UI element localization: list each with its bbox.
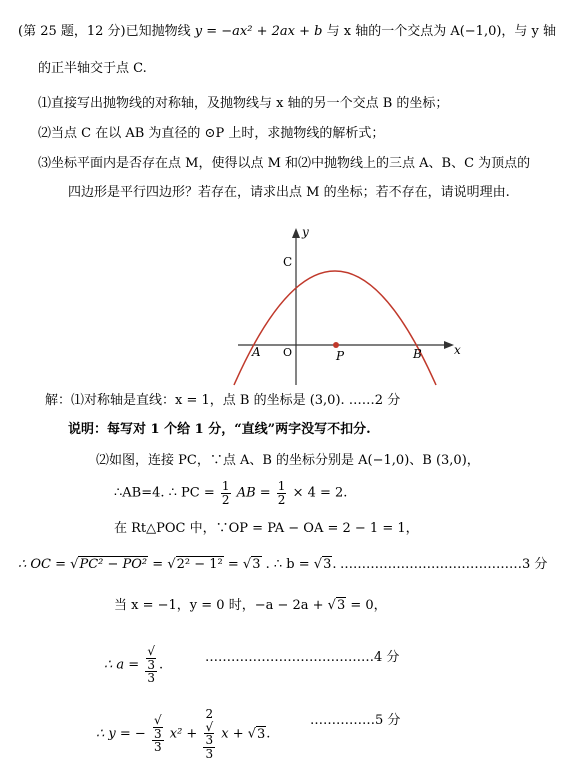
problem-header: (第 25 题，12 分)已知抛物线 xyxy=(18,24,191,39)
problem-line-1-tail: 与 x 轴的一个交点为 A(−1,0)，与 y 轴 xyxy=(326,24,557,39)
points-4: …………………………………4 分 xyxy=(205,650,400,665)
points-5: ……………5 分 xyxy=(310,713,401,728)
fraction-half: $\frac{1}{2}$ xyxy=(221,479,230,507)
problem-line-1 xyxy=(18,24,556,40)
origin-label: O xyxy=(283,346,293,359)
solution-pc-line: ∴AB=4. ∴ PC = $\frac{1}{2}$ AB = $\frac{1}{2}$ × 4 = 2. xyxy=(114,479,348,507)
parabola-equation: y = −ax² + 2ax + b xyxy=(194,24,323,39)
x-axis-arrow xyxy=(444,341,454,349)
solution-op-line: 在 Rt△POC 中，∵OP = PA − OA = 2 − 1 = 1， xyxy=(114,521,419,536)
solution-part-2-intro: ⑵如图，连接 PC，∵点 A、B 的坐标分别是 A(−1,0)、B (3,0)， xyxy=(96,453,480,468)
scoring-note: 说明：每写对 1 个给 1 分，“直线”两字没写不扣分. xyxy=(68,422,371,437)
point-c-label: C xyxy=(283,255,293,269)
point-b-label: B xyxy=(413,347,422,361)
question-3: ⑶坐标平面内是否存在点 M，使得以点 M 和⑵中抛物线上的三点 A、B、C 为顶点的 xyxy=(38,156,531,171)
parabola-graph xyxy=(228,220,468,390)
x-axis-label: x xyxy=(454,343,461,357)
y-axis-arrow xyxy=(292,228,300,238)
point-p-label: P xyxy=(336,349,345,363)
solution-part-1: 解：⑴对称轴是直线：x = 1，点 B 的坐标是 (3,0). ……2 分 xyxy=(45,393,401,408)
point-p-marker xyxy=(333,342,339,348)
fraction-half-2: $\frac{1}{2}$ xyxy=(277,479,286,507)
fraction-coef-a: √ 3 3 xyxy=(153,713,162,755)
fraction-coef-b: 2 √ 3 3 xyxy=(205,707,214,761)
problem-line-2: 的正半轴交于点 C. xyxy=(38,61,147,76)
fraction-sqrt3-over-3: √ 3 3 xyxy=(147,644,155,686)
question-2: ⑵当点 C 在以 AB 为直径的 ⊙P 上时，求抛物线的解析式； xyxy=(38,126,385,141)
parabola-curve xyxy=(234,271,436,385)
y-axis-label: y xyxy=(302,225,309,239)
question-1: ⑴直接写出抛物线的对称轴，及抛物线与 x 轴的另一个交点 B 的坐标； xyxy=(38,96,449,111)
solution-substitute-line: 当 x = −1，y = 0 时，−a − 2a + √3 = 0， xyxy=(114,598,387,613)
solution-final-equation: ∴ y = − √ 3 3 x² + 2 √ 3 3 x + √3. xyxy=(96,707,271,761)
points-3: ……………………………………3 分 xyxy=(340,557,548,572)
question-3-continued: 四边形是平行四边形？若存在，请求出点 M 的坐标；若不存在，请说明理由. xyxy=(68,185,510,200)
solution-oc-line: ∴ OC = √PC² − PO² = √2² − 1² = √3 . ∴ b = √3. xyxy=(18,557,337,572)
solution-a-line: ∴ a = √ 3 3 . xyxy=(104,644,164,686)
point-a-label: A xyxy=(252,345,261,359)
